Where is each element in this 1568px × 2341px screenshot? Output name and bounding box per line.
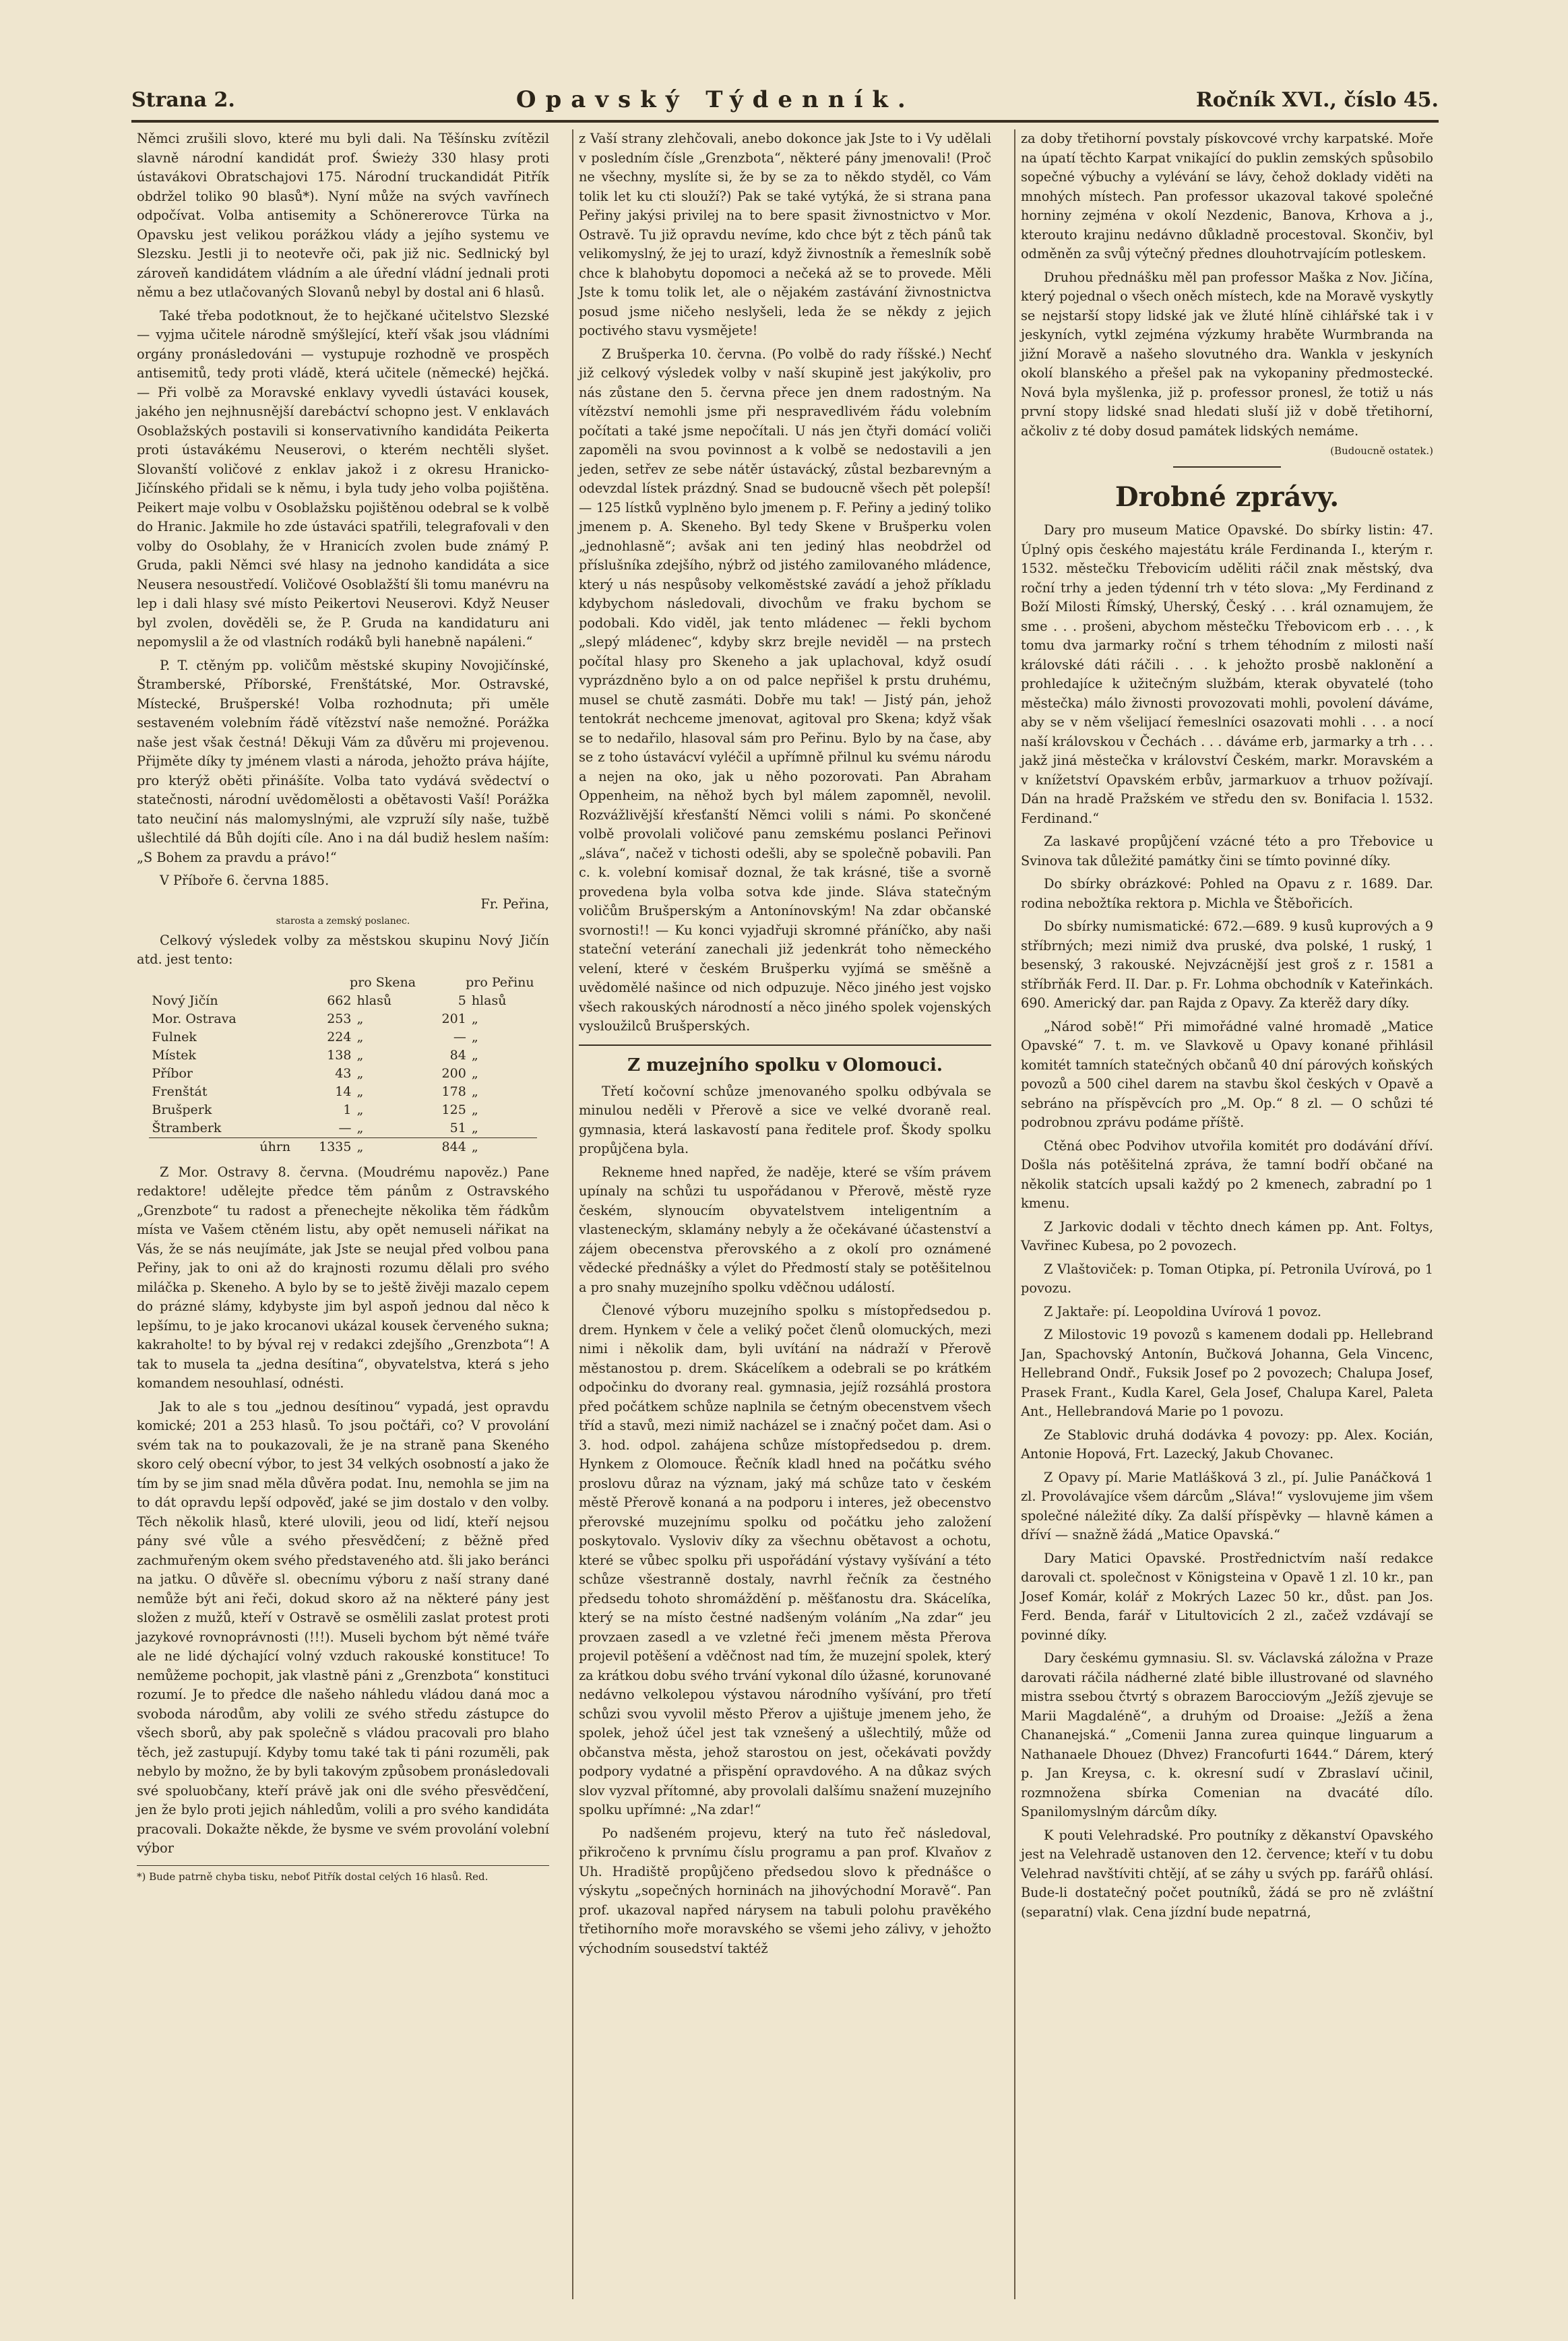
table-row: Štramberk — „ 51 „ [152, 1120, 478, 1135]
news-item: Z Vlaštoviček: p. Toman Otipka, pí. Petronila Uvírová, po 1 povozu. [1021, 1261, 1433, 1296]
article-paragraph: Také třeba podotknout, že to hejčkané učitelstvo Slezské — vyjma učitele národně smýšlející, kteří však jsou vládními orgány pronásledováni — vystupuje rozhodně ve prospěch antisemitů, tedy proti vládě, která učitele (německé) hejčká. — Při volbě za Moravské enklavy vyvedli ústaváci kousek, jakého jen nejhnusnější darebáctví schopno jest. V enklavách Osoblažských postavili si konservativního kandidáta Peikerta proti ústavákému Neuserovi, o kterém nechtěli slyšet. Slovanští voličové z enklav jakož i z okresu Hranicko-Jičínského přidali se k němu, i byla tudy jeho volba pojištěna. Peikert maje volbu v Osoblažsku pojištěnou odebral se k volbě do Hranic. Jakmile ho zde ústaváci spatřili, telegrafovali v den volby do Osoblahy, že v Hranicích zvolen bude známý P. Gruda, pakli Němci své hlasy na jednoho kandidáta a sice Neusera nesoustředí. Voličové Osoblažští šli tomu manévru na lep i dali hlasy své místo Peikertovi Neuserovi. Když Neuser byl zvolen, dověděli se, že P. Gruda na kandidaturu ani nepomyslil a že od vlastních rodáků byli hanebně napáleni.“ [137, 307, 549, 650]
footnote: *) Bude patrně chyba tisku, neboť Pitřík dostal celých 16 hlasů. Red. [137, 1865, 549, 1884]
columns [131, 129, 1439, 2299]
news-item: Za laskavé propůjčení vzácné této a pro Třebovice u Svinova tak důležité památky čini se tímto povinné díky. [1021, 834, 1433, 869]
article-paragraph: Jak to ale s tou „jednou desítinou“ vypadá, jest opravdu komické; 201 a 253 hlasů. To jsou počtáři, co? V provolání svém tak na to poukazovali, že je na straně pana Skeného skoro celý obecní výbor, to jest 34 velkých osobností a jako že tím by se jim snad měla důvěra podat. Inu, nemohla se jim na to dát opravdu lepší odpověď, jaké se jim dostalo v den volby. Těch několik hlasů, které ulovili, jeou od lidí, kteří nejsou pány své vůle a svého přesvědčení; z běžně před zachmuřeným okem svého představeného atd. šli jako beránci na jatku. O důvěře sl. obecnímu výboru z naší strany dané nemůže být ani řeči, dokud skoro až na některé pány jest složen z mužů, kteří v Ostravě se osmělili zaslat protest proti jazykové rovnoprávnosti (!!!). Museli bychom být němé tváře ale ne lidé dýchající volný vzduch rakouské konstituce! To nemůžeme pochopit, jak vlastně páni z „Grenzbota“ konstituci rozumí. Je to předce dle našeho náhledu vládou daná moc a svoboda národům, aby volili ze svého středu zástupce do všech sborů, aby pak společně s vládou pracovali pro blaho těch, jež zastupují. Kdyby tomu také tak ti páni rozuměli, pak nebylo by možno, že by byli takovým způsobem pronásledovali své spoluobčany, kteří právě jak oni dle svého přesvědčení, jen že bylo proti jejich náhledům, volili a pro svého kandidáta pracovali. Dokažte někde, že bysme ve svém provolání volební výbor [137, 1398, 549, 1856]
news-item: Ctěná obec Podvihov utvořila komitét pro dodávání dříví. Došla nás potěšitelná zpráva, že tamní bodří občané na několik statcích upsali každý po 2 kmenech, zabradní po 1 kmenu. [1021, 1137, 1433, 1211]
news-item: „Národ sobě!“ Při mimořádné valné hromadě „Matice Opavské“ 7. t. m. ve Slavkově u Opavy konané přihlásil komitét tamních statečných občanů 40 dní párových koňských povozů a 500 cihel darem na stavbu škol českých v Opavě a sebráno na příspěvcích pro „M. Op.“ 8 zl. — O schůzi té podrobnou zprávu podáme příště. [1021, 1018, 1433, 1130]
tally-head-perina: pro Peřinu [466, 974, 534, 990]
tally-total-row: úhrn 1335 „ 844 „ [149, 1137, 536, 1156]
table-row: Brušperk 1 „ 125 „ [152, 1102, 478, 1117]
news-item: K pouti Velehradské. Pro poutníky z děkanství Opavského jest na Velehradě ustanoven den 12. července; kteří v tu dobu Velehrad navštíviti chtějí, ať se záhy u svých pp. farářů ohlásí. Bude-li dostatečný počet poutníků, žádá se pro ně zvláštní (separatní) vlak. Cena jízdní bude nepatrná, [1021, 1827, 1433, 1920]
article-paragraph: z Vaší strany zlehčovali, anebo dokonce jak Jste to i Vy udělali v posledním čísle „Grenzbota“, některé pány jmenovali! (Proč ne všechny, myslíte si, že by se za to někdo styděl, co Vám tolik let ku cti slouží?) Pak se také vytýká, že si strana pana Peřiny jakýsi privilej na to bere spasit živnostnictvo v Mor. Ostravě. Tu již opravdu nevíme, kdo chce být z těch pánů tak velikomyslný, že jej to urazí, když živnostník a řemeslník sobě chce k blahobytu dopomoci a nečeká až se to provede. Měli Jste k tomu tolik let, ale o nějakém zastávání živnostnictva posud jsme ničeho neslyšeli, leda že se někdy z jejich poctivého stavu vysmějete! [579, 131, 991, 338]
news-item: Ze Stablovic druhá dodávka 4 povozy: pp. Alex. Kocián, Antonie Hopová, Frt. Lazecký, Jakub Chovanec. [1021, 1427, 1433, 1462]
article-paragraph: Druhou přednášku měl pan professor Maška z Nov. Jičína, který pojednal o všech oněch místech, kde na Moravě vyskytly se nejstarší stopy lidské jak ve žluté hlíně cihlářské tak i v jeskyních, vytkl zejména výzkumy hraběte Wurmbranda na jižní Moravě a našeho slovutného dra. Wankla v jeskyních okolí blanského a přešel pak na vykopaniny předmostecké. Nová byla myšlenka, již p. professor pronesl, že totiž u nás první stopy lidské snad hledati sluší již v době třetihorní, ačkoliv z té doby dosud památek lidských nemáme. [1021, 269, 1433, 439]
tally-header-row [149, 974, 536, 992]
table-row: Místek 138 „ 84 „ [152, 1047, 478, 1063]
news-item: Z Jaktaře: pí. Leopoldina Uvírová 1 povoz. [1044, 1303, 1321, 1319]
article-paragraph: P. T. ctěným pp. voličům městské skupiny Novojičínské, Štramberské, Příborské, Frenštátské, Mor. Ostravské, Místecké, Brušperské! Volba rozhodnuta; při uměle sestaveném volebním řádě vítězství naše nemožné. Porážka naše jest však čestná! Děkuji Vám za důvěru mi projevenou. Přijměte díky ty jménem vlasti a národa, jehožto práva hájíte, pro kterýž oběti přinášíte. Volba tato vydává svědectví o statečnosti, národní uvědomělosti a obětavosti Vaší! Porážka tato neučiní nás malomyslnými, ale vzpruží síly naše, tužbě ušlechtilé dá Bůh dojíti cíle. Ano i na dál budiž heslem naším: „S Bohem za pravdu a právo!“ [137, 657, 549, 865]
tally-head-skene: pro Skena [349, 974, 416, 990]
column-3 [1014, 129, 1439, 2299]
tally-intro: Celkový výsledek volby za městskou skupinu Nový Jičín atd. jest tento: [137, 932, 549, 967]
section-title: Z muzejního spolku v Olomouci. [627, 1055, 943, 1075]
table-row: Nový Jičín 662 hlasů 5 hlasů [152, 993, 507, 1008]
continuation-note: (Budoucně ostatek.) [1330, 445, 1433, 457]
news-item: Dary pro museum Matice Opavské. Do sbírky listin: 47. Úplný opis českého majestátu krále Ferdinanda I., kterým r. 1532. městečku Třebovicím uděliti ráčil znak městský, dva roční trhy a jeden týdenní trh v této slova: „My Ferdinand z Boží Milosti Římský, Uherský, Český . . . král oznamujem, že sme . . . prošeni, abychom městečku Třebovicom erb . . . , k tomu dva jarmarky roční s trhem téhodním z milosti naší královské dáti ráčili . . . k jehožto prosbě naklonění a prohledajíce k užitečným službám, kterak obyvatelé (toho městečka) málo živnosti provozovati mohli, povolení dáváme, aby se v něm všelijací řemeslníci osazovati mohli . . . a nocí naší královskou v Čechách . . . dáváme erb, jarmarky a trh . . . jakž jiná městečka v království Českém, markr. Moravském a v knížetství Opavském erbův, jarmarkuov a trhuov požívají. Dán na hradě Pražském ve středu den sv. Bonifacia l. 1532. Ferdinand.“ [1021, 522, 1433, 826]
section-divider [1173, 466, 1281, 468]
newspaper-title: Opavský Týdenník. [515, 86, 915, 113]
vote-tally-table [149, 974, 536, 1156]
article-paragraph: Třetí kočovní schůze jmenovaného spolku odbývala se minulou neděli v Přerově a sice ve velké dvoraně real. gymnasia, která laskavostí pana ředitele prof. Škody spolku propůjčena byla. [579, 1083, 991, 1156]
column-2 [572, 129, 997, 2299]
section-title: Drobné zprávy. [1115, 481, 1340, 513]
news-item: Z Milostovic 19 povozů s kamenem dodali pp. Hellebrand Jan, Spachovský Antonín, Bučková Johanna, Gela Vincenc, Hellebrand Ondř., Fuksik Josef po 2 povozech; Chalupa Josef, Prasek Frant., Kudla Karel, Gela Josef, Chalupa Karel, Paleta Ant., Hellebrandová Marie po 1 povozu. [1021, 1327, 1433, 1419]
table-row: Frenštát 14 „ 178 „ [152, 1084, 478, 1099]
news-item: Z Opavy pí. Marie Matlášková 3 zl., pí. Julie Panáčková 1 zl. Provolávajíce všem dárcům „Sláva!“ vyslovujeme jim všem společné náležité díky. Za další příspěvky — hlavně kámen a dříví — snažně žádá „Matice Opavská.“ [1021, 1469, 1433, 1542]
news-item: Do sbírky numismatické: 672.—689. 9 kusů kuprových a 9 stříbrných; mezi nimiž dva pruské, dva polské, 1 ruský, 1 besenský, 3 rakouské. Nejvzácnější jest groš z r. 1581 a stříbrňák Ferd. II. Dar. p. Fr. Lohma obchodník v Kateřinkách. 690. Americký dar. pan Rajda z Opavy. Za kterěž dary díky. [1021, 918, 1433, 1011]
page-number: Strana 2. [131, 88, 235, 112]
article-paragraph: za doby třetihorní povstaly pískovcové vrchy karpatské. Moře na úpatí těchto Karpat vnikající do puklin zemských spůsobilo sopečné výbuchy a vylévání se lávy, čehož doklady viděti na mnohých místech. Pan professor ukazoval takové společné horniny zejména v okolí Nezdenic, Banova, Krhova a j., kterouto krajinu nedávno důkladně procestoval. Skončiv, byl odměněn za svůj výtečný přednes dlouhotrvajícím potleskem. [1021, 131, 1433, 261]
news-item: Do sbírky obrázkové: Pohled na Opavu z r. 1689. Dar. rodina nebožtíka rektora p. Michla ve Štěbořicích. [1021, 876, 1433, 911]
article-paragraph: Z Mor. Ostravy 8. června. (Moudrému napověz.) Pane redaktore! udělejte předce těm pánům z Ostravského „Grenzbote“ tu radost a přenechejte několika těm řádkům místa ve Vašem ctěném listu, aby opět nemuseli nářikat na Vás, že se nás neujímáte, jak Jste se neujal před volbou pana Peřiny, jak to oni až do krajnosti rozumu dělali pro svého miláčka p. Skeneho. A bylo by se to ještě živěji mazalo cepem do prázné slámy, kdybyste jim byl aspoň jednou dal něco k lepšímu, to je jako krocanovi ukázal kousek červeného sukna; kakraholte! to by býval rej v redakci zdejšího „Grenzbota“! A tak to musela ta „jedna desítina“, obyvatelstva, která s jeho komandem nesouhlasí, odnésti. [137, 1164, 549, 1391]
issue-number: Ročník XVI., číslo 45. [1195, 88, 1439, 112]
section-divider [579, 1044, 991, 1046]
article-paragraph: Členové výboru muzejního spolku s místopředsedou p. drem. Hynkem v čele a veliký počet členů olomuckých, mezi nimi i několik dam, byli uvítání na nádraží v Přerově městanostou p. drem. Skácelíkem a odebrali se po krátkém odpočinku do dvorany real. gymnasia, jejíž rozsáhlá prostora před počátkem schůze naplnila se četným obecenstvem všech tříd a stavů, mezi nimiž nacházel se i značný počet dam. Asi o 3. hod. odpol. zahájena schůze místopředsedou p. drem. Hynkem z Olomouce. Řečník kladl hned na počátku svého proslovu důraz na význam, jaký má schůze tato v českém městě Přerově konaná a na podporu i interes, jež obecenstvo přerovské muzejnímu spolku od počátku jeho založení poskytovalo. Vysloviv díky za všechnu obětavost a ochotu, které se vůbec spolku při uspořádání výstavy vyšívání a této schůze všestranně dostaly, navrhl řečník za čestného předsedu tohoto shromáždění p. měšťanostu dra. Skácelíka, který se na místo čestné nadšeným voláním „Na zdar“ jeu provzaen zasedl a ve vzletné řeči jmenem města Přerova projevil potěšení a vděčnost nad tím, že muzejní spolek, který za krátkou dobu svého trvání vykonal dílo úžasné, korunované nedávno velkolepou výstavou národního vyšívání, pro třetí schůzi svou vyvolil město Přerov a ujištuje jmenem jeho, že spolek, jehož účel jest tak vznešený a ušlechtilý, může od občanstva města, jehož starostou on jest, očekávati povždy podpory vydatné a přispění opravdového. A na důkaz svých slov vyzval přítomné, aby provolali dalšímu snažení muzejního spolku upřímné: „Na zdar!“ [579, 1303, 991, 1817]
table-row: Fulnek 224 „ — „ [152, 1029, 478, 1044]
news-item: Z Jarkovic dodali v těchto dnech kámen pp. Ant. Foltys, Vavřinec Kubesa, po 2 povozech. [1021, 1218, 1433, 1253]
signature-role: starosta a zemský poslanec. [276, 915, 410, 927]
article-paragraph: Rekneme hned napřed, že naděje, které se vším právem upínaly na schůzi tu uspořádanou v Přerově, městě ryze českém, slynoucím obyvatelstvem inteligentním a vlasteneckým, sklamány nebyly a že očekávané účastenství a zájem obecenstva přerovského a z okolí pro oznámené vědecké přednášky a výlet do Předmostí staly se potěšitelnou a pro snahy muzejního spolku vděčnou událostí. [579, 1164, 991, 1295]
table-row: Mor. Ostrava 253 „ 201 „ [152, 1011, 478, 1026]
news-item: Dary českému gymnasiu. Sl. sv. Václavská záložna v Praze darovati ráčila nádherné zlaté bible illustrované od slavného mistra ssebou čtvrtý s obrazem Barocciovým „Ježíš zjevuje se Marii Magdaléně“, a druhým od Droaise: „Ježíš a žena Chananejská.“ „Comenii Janna zurea quinque linguarum a Nathanaele Dhouez (Dhvez) Francofurti 1644.“ Dárem, který p. Jan Kreysa, c. k. okresní sudí v Zbraslaví učinil, rozmnožena sbírka Comenian na dvacáté dílo. Spanilomyslným dárcům díky. [1021, 1650, 1433, 1819]
article-paragraph: Po nadšeném projevu, který na tuto řeč následoval, přikročeno k prvnímu číslu programu a pan prof. Klvaňov z Uh. Hradiště propůjčeno předsedou slovo k přednášce o výskytu „sopečných horninách na jihovýchodní Moravě“. Pan prof. ukazoval napřed nárysem na tabuli polohu pravěkého třetihorního moře moravského se všemi jeho zálivy, v jehožto východním sousedství taktéž [579, 1825, 991, 1956]
article-paragraph: V Příboře 6. června 1885. [160, 873, 330, 888]
article-paragraph: Němci zrušili slovo, které mu byli dali. Na Těšínsku zvítězil slavně národní kandidát prof. Świeży 330 hlasy proti ústavákovi Obratschajovi 175. Národní truckandidát Pitřík obdržel toliko 90 blasů*). Nyní může na svých vavřínech odpočívat. Volba antisemity a Schönererovce Türka na Opavsku jest velikou porážkou vlády a jejího systemu ve Slezsku. Jestli ji to neotevře oči, pak již nic. Sedlnický byl zároveň kandidátem vládním a ale úřední vládní jednali proti němu a bez utlačovaných Slovanů nebyl by dostal ani 6 hlasů. [137, 131, 549, 300]
signature-name: Fr. Peřina, [480, 896, 549, 912]
column-1 [131, 129, 555, 2299]
article-paragraph: Z Brušperka 10. června. (Po volbě do rady říšské.) Nechť již celkový výsledek volby v naší skupině jest jakýkoliv, pro nás zůstane den 5. června přece jen dnem radostným. Na vítězství nemohli jsme při nespravedlivém řádu volebním počítati a také jsme nepočítali. U nás jen čtyři domácí voliči zapoměli na svou povinnost a k volbě se nedostavili a jen jeden, setřev ze sebe nátěr ústavácký, zůstal bezbarevným a odevzdal lístek prázdný. Snad se budoucně všech pět polepší! — 125 lístků vyplněno bylo jmenem p. F. Peřiny a jediný toliko jmenem p. A. Skeneho. Byl tedy Skene v Brušperku volen „jednohlasně“; avšak ani ten jediný hlas neobdržel od příslušníka zdejšího, nýbrž od jistého zamilovaného mládence, který u nás nespůsoby velkoměstské zavádí a jehož příkladu kdybychom následovali, divochům ve fraku bychom se podobali. Kdo viděl, jak tento mládenec — řekli bychom „slepý mládenec“, kdyby skrz brejle neviděl — na prstech počítal hlasy pro Skeneho a jak uplachoval, když osudí vyprázdněno bylo a on od palce nepřišel k prstu druhému, musel se chutě zasmáti. Dobře mu tak! — Jistý pán, jehož tentokrát nechceme jmenovat, agitoval pro Skena; když však se to nedařilo, hlasoval sám pro Peřinu. Bylo by na čase, aby se z toho ústavácví vyléčil a upřímně přilnul ku svému národu a nejen na oko, jak u něho pozorovati. Pan Abraham Oppenheim, na něhož bych byl málem zapomněl, nevolil. Rozvážlivější křesťanští Němci volili s námi. Po skončené volbě provolali voličové panu zemskému poslanci Peřinovi „sláva“, načež v tichosti odešli, aby se společně pobavili. Pan c. k. volební komisař doznal, že tak krásné, tiše a svorně provedena byla volba sotva kde jinde. Sláva statečným voličům Brušperským a Antonínovským! Na zdar občanské svornosti!! — Ku konci vyjadřuji skromné přáníčko, aby naši stateční veterání zanechali již jedenkrát toho německého velení, které v českém Brušperku vyjímá se směšně a uvědomělé našince od nich odpuzuje. Něco jiného jest vojsko všech rakouských národností a něco jiného spolek vojenských vysloužilců Brušperských. [579, 346, 991, 1034]
page-header [131, 80, 1439, 123]
news-item: Dary Matici Opavské. Prostřednictvím naší redakce darovali ct. společnost v Königsteina v Opavě 1 zl. 10 kr., pan Josef Komár, kolář z Mokrých Lazec 50 kr., důst. pan Jos. Ferd. Benda, farář v Litultovicích 2 zl., začež vzdávají se povinné díky. [1021, 1550, 1433, 1643]
table-row: Příbor 43 „ 200 „ [152, 1065, 478, 1081]
